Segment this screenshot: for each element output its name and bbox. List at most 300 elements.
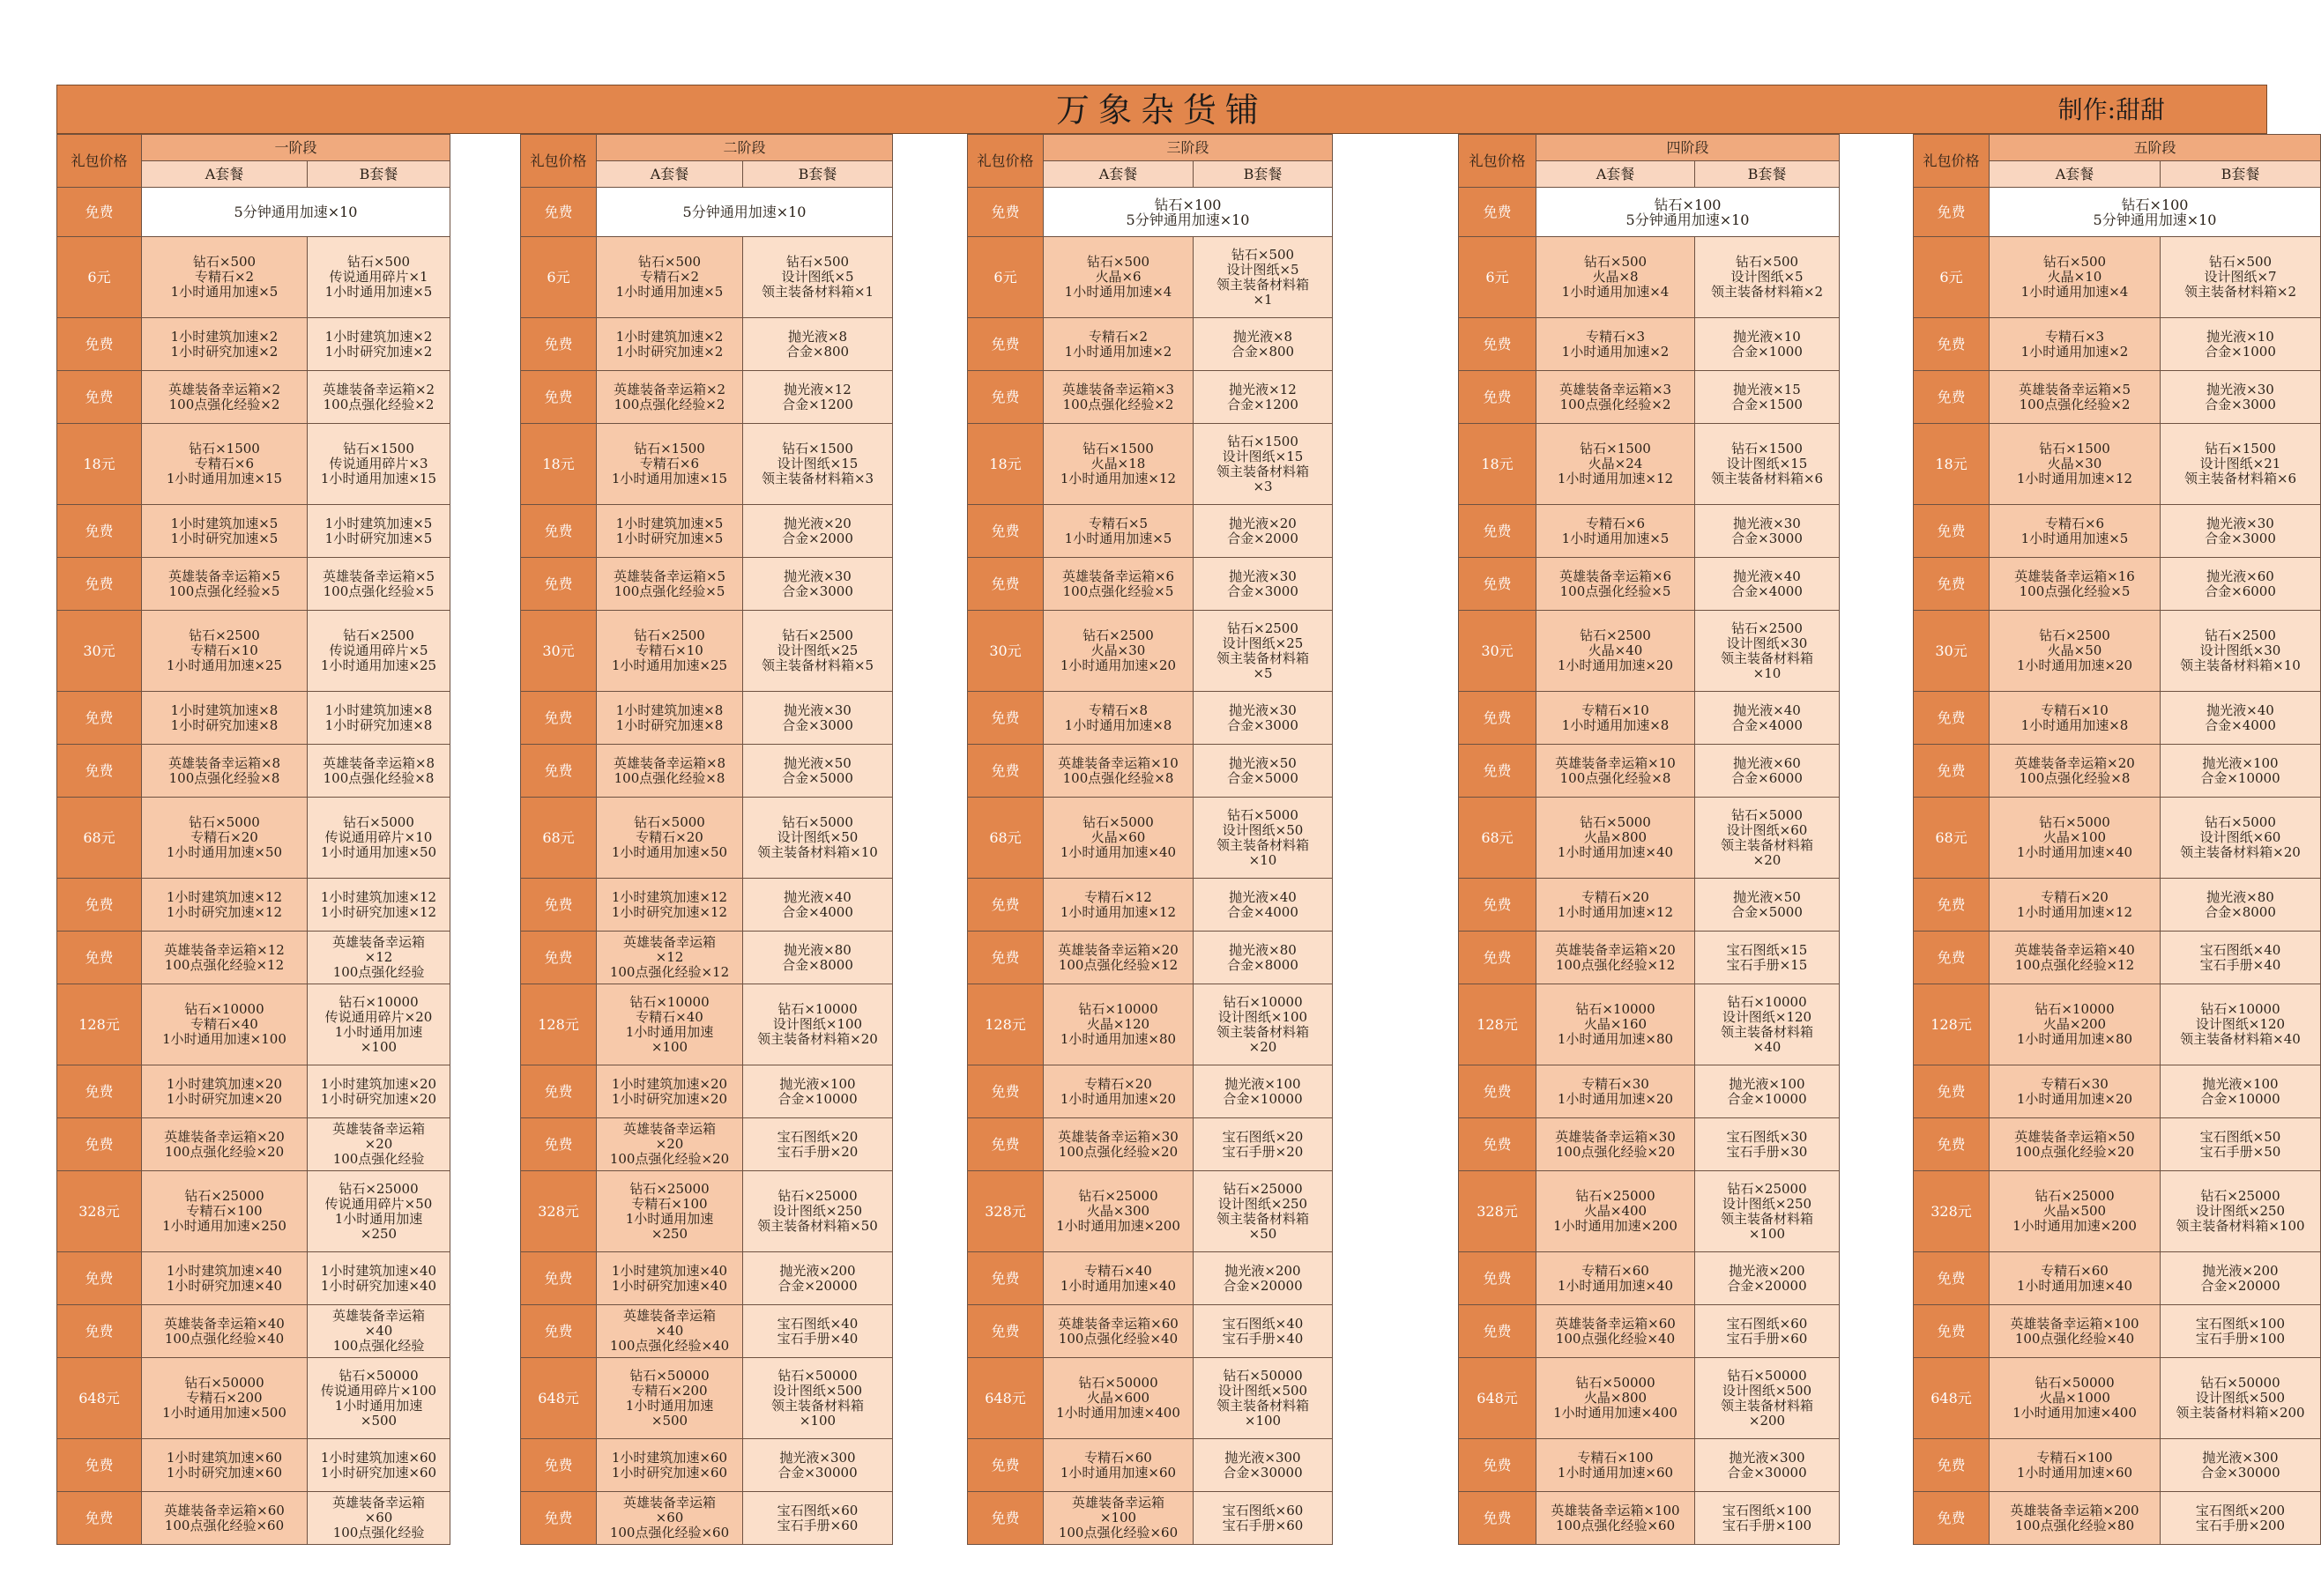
package-row: [968, 237, 1333, 318]
price-cell: 6元: [968, 237, 1044, 318]
package-contents: 钻石×2500 设计图纸×30 领主装备材料箱×10: [2180, 627, 2301, 673]
package-contents: 抛光液×100 合金×10000: [777, 1075, 858, 1107]
package-row: [1914, 505, 2321, 558]
package-a-cell: [1536, 984, 1695, 1065]
price-cell: 128元: [968, 984, 1044, 1065]
header-row: [968, 135, 1333, 161]
stage-table: [1913, 134, 2321, 1545]
package-b-cell: [1695, 1492, 1840, 1545]
package-a-cell: [1044, 1439, 1194, 1492]
package-contents: 钻石×10000 火晶×120 1小时通用加速×80: [1060, 1001, 1177, 1047]
price-cell: 免费: [57, 1065, 142, 1118]
price-cell: 68元: [1459, 798, 1536, 879]
package-contents: 1小时建筑加速×8 1小时研究加速×8: [170, 701, 279, 733]
package-contents: 抛光液×200 合金×20000: [777, 1262, 858, 1294]
package-row: [57, 237, 450, 318]
package-a-cell: [1990, 1305, 2161, 1358]
price-cell: 免费: [521, 745, 597, 798]
package-a-cell: [597, 318, 743, 371]
package-b-cell: [1194, 558, 1333, 611]
package-row: [521, 1171, 893, 1252]
package-row: [968, 1358, 1333, 1439]
price-cell: 6元: [57, 237, 142, 318]
package-a-cell: [1536, 932, 1695, 984]
package-contents: 抛光液×12 合金×1200: [782, 381, 853, 412]
package-b-cell: [1695, 1252, 1840, 1305]
price-header: 礼包价格: [521, 135, 597, 188]
package-contents: 钻石×2500 专精石×10 1小时通用加速×25: [166, 627, 283, 673]
package-a-cell: [142, 1492, 308, 1545]
package-contents: 1小时建筑加速×2 1小时研究加速×2: [170, 328, 279, 360]
package-row: [1459, 1305, 1840, 1358]
package-a-cell: [142, 984, 308, 1065]
package-a-cell: [1990, 1252, 2161, 1305]
package-contents: 专精石×100 1小时通用加速×60: [2016, 1449, 2133, 1481]
package-a-cell: [1044, 1305, 1194, 1358]
free-package-text: 5分钟通用加速×10: [682, 204, 807, 220]
price-cell: 免费: [57, 1118, 142, 1171]
package-b-cell: [1695, 505, 1840, 558]
stage-table: [520, 134, 893, 1545]
package-contents: 抛光液×50 合金×5000: [782, 754, 853, 786]
package-b-cell: [308, 558, 450, 611]
package-row: [57, 692, 450, 745]
col-b-header: B套餐: [1695, 161, 1840, 188]
package-a-cell: [1536, 1305, 1695, 1358]
package-row: [1914, 611, 2321, 692]
package-row: [1459, 1439, 1840, 1492]
price-cell: 免费: [968, 745, 1044, 798]
price-cell: 免费: [968, 1118, 1044, 1171]
package-contents: 英雄装备幸运箱×20 100点强化经验×20: [164, 1128, 285, 1160]
price-cell: 18元: [1459, 424, 1536, 505]
package-contents: 钻石×2500 火晶×30 1小时通用加速×20: [1060, 627, 1177, 673]
package-a-cell: [1044, 1252, 1194, 1305]
package-contents: 英雄装备幸运箱×16 100点强化经验×5: [2014, 568, 2135, 599]
package-contents: 抛光液×100 合金×10000: [1223, 1075, 1303, 1107]
package-contents: 宝石图纸×200 宝石手册×200: [2195, 1502, 2286, 1533]
package-row: [57, 611, 450, 692]
package-contents: 宝石图纸×60 宝石手册×60: [777, 1502, 859, 1533]
package-a-cell: [597, 798, 743, 879]
package-contents: 钻石×500 火晶×10 1小时通用加速×4: [2020, 254, 2129, 300]
package-a-cell: [142, 798, 308, 879]
package-contents: 宝石图纸×40 宝石手册×40: [1222, 1315, 1304, 1347]
package-contents: 1小时建筑加速×2 1小时研究加速×2: [615, 328, 724, 360]
price-cell: 免费: [968, 318, 1044, 371]
package-b-cell: [1695, 745, 1840, 798]
package-a-cell: [597, 505, 743, 558]
package-a-cell: [142, 1065, 308, 1118]
package-b-cell: [1695, 318, 1840, 371]
package-contents: 钻石×2500 火晶×40 1小时通用加速×20: [1557, 627, 1674, 673]
package-contents: 抛光液×300 合金×30000: [777, 1449, 858, 1481]
price-cell: 免费: [1914, 1305, 1990, 1358]
package-contents: 宝石图纸×60 宝石手册×60: [1726, 1315, 1808, 1347]
package-b-cell: [308, 1492, 450, 1545]
package-a-cell: [1536, 1118, 1695, 1171]
package-a-cell: [142, 424, 308, 505]
package-b-cell: [308, 1065, 450, 1118]
package-contents: 专精石×8 1小时通用加速×8: [1064, 701, 1172, 733]
package-row: [521, 745, 893, 798]
package-contents: 钻石×2500 专精石×10 1小时通用加速×25: [611, 627, 728, 673]
package-a-cell: [142, 237, 308, 318]
package-row: [57, 984, 450, 1065]
package-contents: 钻石×25000 设计图纸×250 领主装备材料箱 ×50: [1216, 1180, 1310, 1242]
package-row: [968, 1439, 1333, 1492]
package-a-cell: [1990, 1492, 2161, 1545]
price-cell: 30元: [1914, 611, 1990, 692]
package-contents: 英雄装备幸运箱 ×20 100点强化经验×20: [609, 1121, 730, 1167]
package-b-cell: [1695, 237, 1840, 318]
package-b-cell: [2161, 1252, 2321, 1305]
package-a-cell: [1044, 1492, 1194, 1545]
package-a-cell: [1990, 318, 2161, 371]
price-cell: 328元: [968, 1171, 1044, 1252]
package-row: [968, 879, 1333, 932]
package-contents: 专精石×20 1小时通用加速×12: [1557, 888, 1674, 920]
package-row: [968, 932, 1333, 984]
package-b-cell: [1194, 371, 1333, 424]
package-contents: 钻石×10000 专精石×40 1小时通用加速×100: [162, 1001, 286, 1047]
package-contents: 抛光液×300 合金×30000: [1223, 1449, 1303, 1481]
package-row: [521, 237, 893, 318]
col-b-header: B套餐: [743, 161, 893, 188]
package-contents: 钻石×1500 设计图纸×15 领主装备材料箱×3: [761, 441, 874, 486]
package-contents: 1小时建筑加速×5 1小时研究加速×5: [324, 515, 433, 546]
package-b-cell: [308, 798, 450, 879]
package-a-cell: [1990, 984, 2161, 1065]
package-contents: 钻石×500 设计图纸×7 领主装备材料箱×2: [2183, 254, 2297, 300]
package-contents: 钻石×10000 火晶×200 1小时通用加速×80: [2016, 1001, 2133, 1047]
package-contents: 钻石×25000 设计图纸×250 领主装备材料箱×100: [2176, 1188, 2305, 1234]
package-b-cell: [308, 1358, 450, 1439]
package-b-cell: [743, 505, 893, 558]
package-contents: 钻石×25000 传说通用碎片×50 1小时通用加速 ×250: [324, 1180, 433, 1242]
package-b-cell: [1194, 1118, 1333, 1171]
package-contents: 1小时建筑加速×8 1小时研究加速×8: [324, 701, 433, 733]
package-b-cell: [2161, 1358, 2321, 1439]
package-a-cell: [1536, 798, 1695, 879]
package-a-cell: [142, 371, 308, 424]
package-b-cell: [308, 505, 450, 558]
sheet-title: 万象杂货铺: [1055, 91, 1268, 130]
package-contents: 英雄装备幸运箱×100 100点强化经验×40: [2010, 1315, 2139, 1347]
package-contents: 钻石×10000 火晶×160 1小时通用加速×80: [1557, 1001, 1674, 1047]
package-row: [521, 1065, 893, 1118]
package-contents: 1小时建筑加速×5 1小时研究加速×5: [170, 515, 279, 546]
package-row: [57, 879, 450, 932]
package-contents: 英雄装备幸运箱×6 100点强化经验×5: [1061, 568, 1175, 599]
package-a-cell: [1536, 1358, 1695, 1439]
price-cell: 6元: [1914, 237, 1990, 318]
package-contents: 专精石×40 1小时通用加速×40: [1060, 1262, 1177, 1294]
package-contents: 宝石图纸×50 宝石手册×50: [2199, 1128, 2281, 1160]
stage-name: 五阶段: [1990, 135, 2321, 161]
price-cell: 免费: [57, 692, 142, 745]
package-b-cell: [1194, 1492, 1333, 1545]
package-a-cell: [1536, 1065, 1695, 1118]
package-row: [1459, 1492, 1840, 1545]
price-cell: 648元: [57, 1358, 142, 1439]
package-contents: 抛光液×15 合金×1500: [1731, 381, 1803, 412]
package-row: [968, 984, 1333, 1065]
package-row: [57, 318, 450, 371]
package-contents: 抛光液×60 合金×6000: [2205, 568, 2276, 599]
package-a-cell: [597, 745, 743, 798]
price-cell: 648元: [1459, 1358, 1536, 1439]
package-contents: 宝石图纸×15 宝石手册×15: [1726, 941, 1808, 973]
price-header: 礼包价格: [968, 135, 1044, 188]
price-cell: 免费: [968, 1252, 1044, 1305]
stage-block-5: [1913, 134, 2321, 1545]
package-contents: 钻石×5000 火晶×100 1小时通用加速×40: [2016, 814, 2133, 860]
package-b-cell: [2161, 558, 2321, 611]
package-contents: 抛光液×50 合金×5000: [1731, 888, 1803, 920]
package-a-cell: [597, 692, 743, 745]
package-contents: 英雄装备幸运箱×40 100点强化经验×40: [164, 1315, 285, 1347]
package-b-cell: [743, 1171, 893, 1252]
free-row: [57, 188, 450, 237]
package-a-cell: [1044, 879, 1194, 932]
price-cell: 免费: [57, 1439, 142, 1492]
package-contents: 钻石×2500 设计图纸×25 领主装备材料箱×5: [761, 627, 874, 673]
package-a-cell: [1990, 611, 2161, 692]
package-row: [57, 1305, 450, 1358]
package-row: [521, 611, 893, 692]
package-a-cell: [1044, 984, 1194, 1065]
free-row: [1914, 188, 2321, 237]
package-row: [1914, 1118, 2321, 1171]
price-cell: 648元: [968, 1358, 1044, 1439]
package-a-cell: [1990, 1171, 2161, 1252]
package-contents: 抛光液×100 合金×10000: [1727, 1075, 1807, 1107]
price-cell: 免费: [968, 879, 1044, 932]
package-contents: 宝石图纸×60 宝石手册×60: [1222, 1502, 1304, 1533]
price-cell: 免费: [1459, 1118, 1536, 1171]
price-cell: 免费: [1459, 1492, 1536, 1545]
package-contents: 专精石×12 1小时通用加速×12: [1060, 888, 1177, 920]
col-a-header: A套餐: [1536, 161, 1695, 188]
package-a-cell: [1536, 879, 1695, 932]
package-row: [521, 1118, 893, 1171]
package-contents: 钻石×25000 火晶×300 1小时通用加速×200: [1056, 1188, 1180, 1234]
package-contents: 英雄装备幸运箱×20 100点强化经验×8: [2014, 754, 2135, 786]
package-contents: 抛光液×30 合金×3000: [1227, 568, 1298, 599]
package-row: [1459, 879, 1840, 932]
package-a-cell: [142, 745, 308, 798]
price-cell: 免费: [521, 1252, 597, 1305]
package-contents: 专精石×2 1小时通用加速×2: [1064, 328, 1172, 360]
package-contents: 英雄装备幸运箱 ×12 100点强化经验: [332, 934, 426, 980]
free-package-text: 钻石×100 5分钟通用加速×10: [2093, 196, 2217, 228]
package-contents: 钻石×25000 设计图纸×250 领主装备材料箱 ×100: [1721, 1180, 1814, 1242]
package-contents: 钻石×50000 设计图纸×500 领主装备材料箱×200: [2176, 1375, 2305, 1421]
package-contents: 钻石×5000 专精石×20 1小时通用加速×50: [166, 814, 283, 860]
package-row: [1459, 611, 1840, 692]
price-cell: 免费: [968, 1065, 1044, 1118]
package-row: [1914, 1252, 2321, 1305]
price-cell: 免费: [1459, 371, 1536, 424]
package-contents: 英雄装备幸运箱×200 100点强化经验×80: [2010, 1502, 2139, 1533]
package-b-cell: [308, 879, 450, 932]
price-cell: 18元: [521, 424, 597, 505]
package-b-cell: [1194, 1252, 1333, 1305]
package-a-cell: [597, 1065, 743, 1118]
package-row: [57, 1171, 450, 1252]
package-a-cell: [1044, 1065, 1194, 1118]
price-cell: 免费: [521, 1305, 597, 1358]
package-contents: 抛光液×30 合金×3000: [1227, 701, 1298, 733]
package-a-cell: [1990, 1118, 2161, 1171]
package-contents: 英雄装备幸运箱×60 100点强化经验×40: [1555, 1315, 1676, 1347]
package-row: [1914, 798, 2321, 879]
price-cell: 68元: [521, 798, 597, 879]
package-contents: 宝石图纸×40 宝石手册×40: [777, 1315, 859, 1347]
package-a-cell: [597, 1305, 743, 1358]
package-contents: 钻石×50000 设计图纸×500 领主装备材料箱 ×100: [1216, 1367, 1310, 1429]
package-row: [968, 318, 1333, 371]
package-b-cell: [1194, 692, 1333, 745]
stage-table: [1458, 134, 1840, 1545]
package-contents: 钻石×1500 火晶×30 1小时通用加速×12: [2016, 441, 2133, 486]
package-row: [1459, 1358, 1840, 1439]
price-cell: 免费: [1914, 318, 1990, 371]
package-a-cell: [1536, 1171, 1695, 1252]
package-b-cell: [308, 611, 450, 692]
free-package-cell: [1990, 188, 2321, 237]
package-contents: 抛光液×200 合金×20000: [1223, 1262, 1303, 1294]
package-a-cell: [1536, 424, 1695, 505]
package-contents: 专精石×3 1小时通用加速×2: [2020, 328, 2129, 360]
price-cell: 免费: [1459, 1252, 1536, 1305]
package-contents: 1小时建筑加速×20 1小时研究加速×20: [320, 1075, 437, 1107]
package-contents: 宝石图纸×20 宝石手册×20: [1222, 1128, 1304, 1160]
package-b-cell: [2161, 371, 2321, 424]
package-row: [521, 798, 893, 879]
package-a-cell: [597, 558, 743, 611]
package-row: [1914, 692, 2321, 745]
package-row: [521, 692, 893, 745]
price-cell: 免费: [521, 188, 597, 237]
package-contents: 抛光液×20 合金×2000: [1227, 515, 1298, 546]
free-row: [968, 188, 1333, 237]
package-row: [1459, 558, 1840, 611]
package-contents: 钻石×1500 设计图纸×15 领主装备材料箱×6: [1710, 441, 1824, 486]
package-contents: 专精石×10 1小时通用加速×8: [1561, 701, 1670, 733]
package-row: [968, 745, 1333, 798]
package-a-cell: [1044, 1358, 1194, 1439]
package-row: [1459, 1118, 1840, 1171]
price-cell: 免费: [521, 558, 597, 611]
package-a-cell: [142, 558, 308, 611]
package-contents: 专精石×100 1小时通用加速×60: [1557, 1449, 1674, 1481]
package-row: [968, 1065, 1333, 1118]
price-cell: 免费: [968, 1305, 1044, 1358]
package-contents: 钻石×10000 专精石×40 1小时通用加速 ×100: [625, 993, 714, 1055]
package-b-cell: [308, 237, 450, 318]
price-cell: 免费: [1459, 188, 1536, 237]
package-contents: 钻石×500 专精石×2 1小时通用加速×5: [615, 254, 724, 300]
price-cell: 免费: [57, 1252, 142, 1305]
package-a-cell: [1044, 798, 1194, 879]
price-cell: 免费: [1914, 1118, 1990, 1171]
package-b-cell: [1695, 1305, 1840, 1358]
price-cell: 128元: [1914, 984, 1990, 1065]
package-contents: 英雄装备幸运箱×12 100点强化经验×12: [164, 941, 285, 973]
package-row: [1459, 1252, 1840, 1305]
package-row: [968, 798, 1333, 879]
package-row: [521, 1358, 893, 1439]
package-contents: 1小时建筑加速×12 1小时研究加速×12: [611, 888, 728, 920]
col-a-header: A套餐: [142, 161, 308, 188]
package-b-cell: [743, 1065, 893, 1118]
price-cell: 68元: [1914, 798, 1990, 879]
package-a-cell: [1536, 611, 1695, 692]
price-cell: 免费: [521, 879, 597, 932]
package-row: [57, 558, 450, 611]
price-header: 礼包价格: [1459, 135, 1536, 188]
package-row: [968, 505, 1333, 558]
package-a-cell: [1990, 424, 2161, 505]
package-b-cell: [1194, 318, 1333, 371]
package-a-cell: [1536, 371, 1695, 424]
package-b-cell: [1194, 505, 1333, 558]
package-row: [1914, 424, 2321, 505]
package-b-cell: [743, 932, 893, 984]
stage-block-4: [1458, 134, 1840, 1545]
package-row: [1459, 692, 1840, 745]
package-b-cell: [1194, 1358, 1333, 1439]
col-a-header: A套餐: [1044, 161, 1194, 188]
price-cell: 免费: [1914, 1252, 1990, 1305]
price-cell: 免费: [1459, 505, 1536, 558]
package-row: [1914, 1358, 2321, 1439]
package-a-cell: [597, 879, 743, 932]
package-a-cell: [1990, 371, 2161, 424]
package-b-cell: [308, 1118, 450, 1171]
package-a-cell: [1536, 1252, 1695, 1305]
package-b-cell: [1695, 611, 1840, 692]
package-contents: 抛光液×30 合金×3000: [2205, 381, 2276, 412]
package-a-cell: [1990, 1358, 2161, 1439]
price-cell: 18元: [1914, 424, 1990, 505]
price-cell: 免费: [1914, 879, 1990, 932]
price-cell: 328元: [1459, 1171, 1536, 1252]
package-contents: 宝石图纸×100 宝石手册×100: [2195, 1315, 2286, 1347]
price-cell: 免费: [521, 505, 597, 558]
package-contents: 英雄装备幸运箱×8 100点强化经验×8: [167, 754, 281, 786]
package-row: [1914, 745, 2321, 798]
price-cell: 免费: [521, 932, 597, 984]
package-contents: 抛光液×10 合金×1000: [2205, 328, 2276, 360]
package-contents: 专精石×60 1小时通用加速×40: [1557, 1262, 1674, 1294]
package-contents: 抛光液×80 合金×8000: [2205, 888, 2276, 920]
package-a-cell: [597, 932, 743, 984]
package-b-cell: [1194, 1171, 1333, 1252]
package-b-cell: [2161, 424, 2321, 505]
price-cell: 免费: [57, 371, 142, 424]
package-contents: 英雄装备幸运箱×100 100点强化经验×60: [1551, 1502, 1680, 1533]
price-cell: 6元: [521, 237, 597, 318]
package-a-cell: [1536, 558, 1695, 611]
package-b-cell: [308, 692, 450, 745]
package-contents: 钻石×500 设计图纸×5 领主装备材料箱×1: [761, 254, 874, 300]
package-contents: 抛光液×60 合金×6000: [1731, 754, 1803, 786]
header-row: [521, 135, 893, 161]
package-contents: 钻石×25000 专精石×100 1小时通用加速 ×250: [625, 1180, 714, 1242]
